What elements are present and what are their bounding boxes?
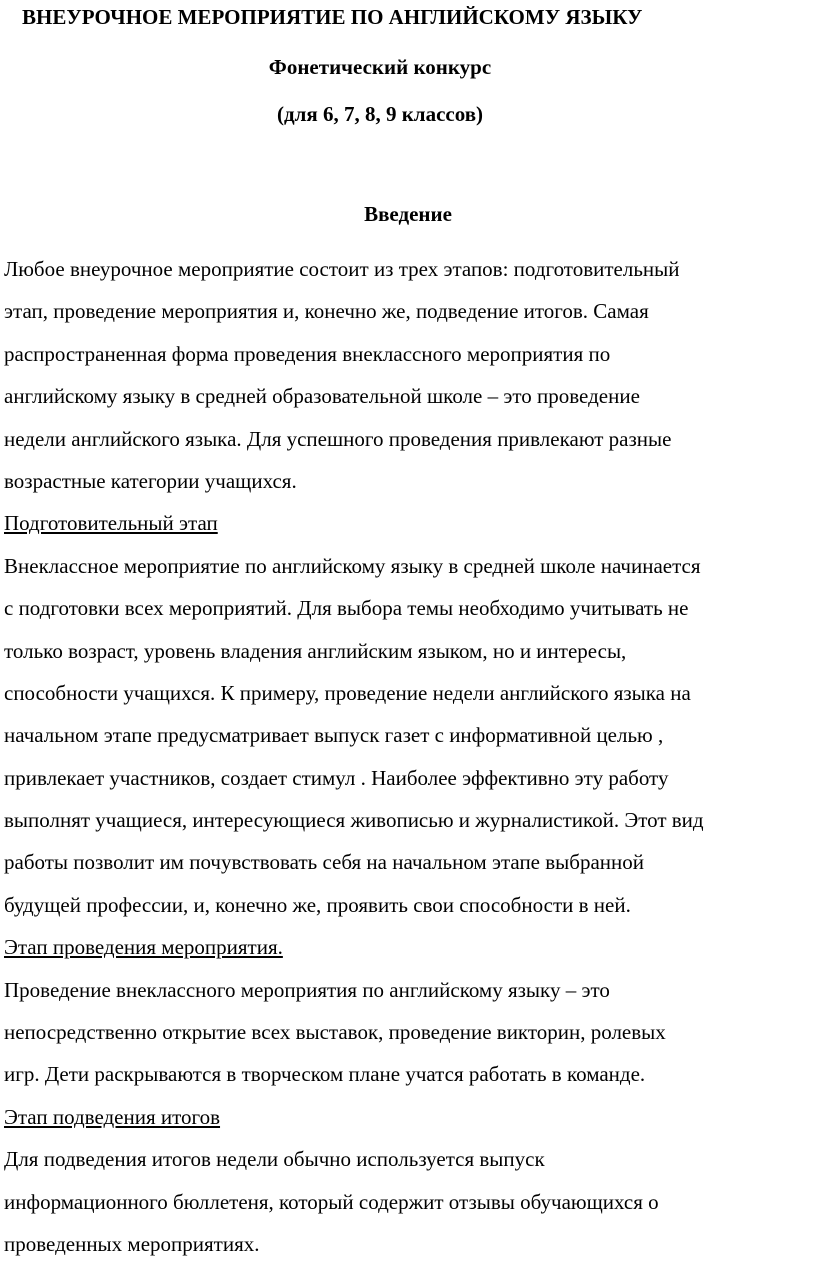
intro-heading: Введение <box>364 202 452 226</box>
prep-line: способности учащихся. К примеру, проведение недели английского языка на <box>4 680 691 705</box>
event-line: Проведение внеклассного мероприятия по английскому языку – это <box>4 977 610 1002</box>
prep-line: начальном этапе предусматривает выпуск газет с информативной целью , <box>4 723 664 748</box>
event-line: игр. Дети раскрываются в творческом плане учатся работать в команде. <box>4 1062 646 1087</box>
prep-line: будущей профессии, и, конечно же, проявить свои способности в ней. <box>4 892 631 917</box>
document-title: ВНЕУРОЧНОЕ МЕРОПРИЯТИЕ ПО АНГЛИЙСКОМУ ЯЗЫКУ <box>22 5 643 29</box>
summary-stage-heading: Этап подведения итогов <box>4 1104 221 1129</box>
document-body <box>4 248 816 1265</box>
intro-line: недели английского языка. Для успешного проведения привлекают разные <box>4 426 672 451</box>
intro-line: этап, проведение мероприятия и, конечно же, подведение итогов. Самая <box>4 299 649 324</box>
prep-line: с подготовки всех мероприятий. Для выбора темы необходимо учитывать не <box>4 596 689 621</box>
intro-line: английскому языку в средней образовательной школе – это проведение <box>4 384 640 409</box>
event-stage-heading: Этап проведения мероприятия. <box>4 935 283 960</box>
summary-line: проведенных мероприятиях. <box>4 1231 260 1256</box>
prep-stage-heading: Подготовительный этап <box>4 511 218 536</box>
prep-line: выполнят учащиеся, интересующиеся живописью и журналистикой. Этот вид <box>4 808 704 833</box>
summary-line: информационного бюллетеня, который содержит отзывы обучающихся о <box>4 1189 659 1214</box>
document-subtitle-contest: Фонетический конкурс <box>268 55 492 79</box>
document-subtitle-grades: (для 6, 7, 8, 9 классов) <box>276 102 484 126</box>
prep-line: работы позволит им почувствовать себя на начальном этапе выбранной <box>4 850 644 875</box>
intro-line: распространенная форма проведения внеклассного мероприятия по <box>4 341 611 366</box>
intro-line: Любое внеурочное мероприятие состоит из трех этапов: подготовительный <box>4 257 680 281</box>
event-line: непосредственно открытие всех выставок, проведение викторин, ролевых <box>4 1020 666 1045</box>
summary-line: Для подведения итогов недели обычно используется выпуск <box>4 1147 545 1172</box>
prep-line: только возраст, уровень владения английским языком, но и интересы, <box>4 638 627 663</box>
intro-line: возрастные категории учащихся. <box>4 468 297 493</box>
prep-line: Внеклассное мероприятие по английскому языку в средней школе начинается <box>4 553 701 578</box>
prep-line: привлекает участников, создает стимул . Наиболее эффективно эту работу <box>4 765 669 790</box>
